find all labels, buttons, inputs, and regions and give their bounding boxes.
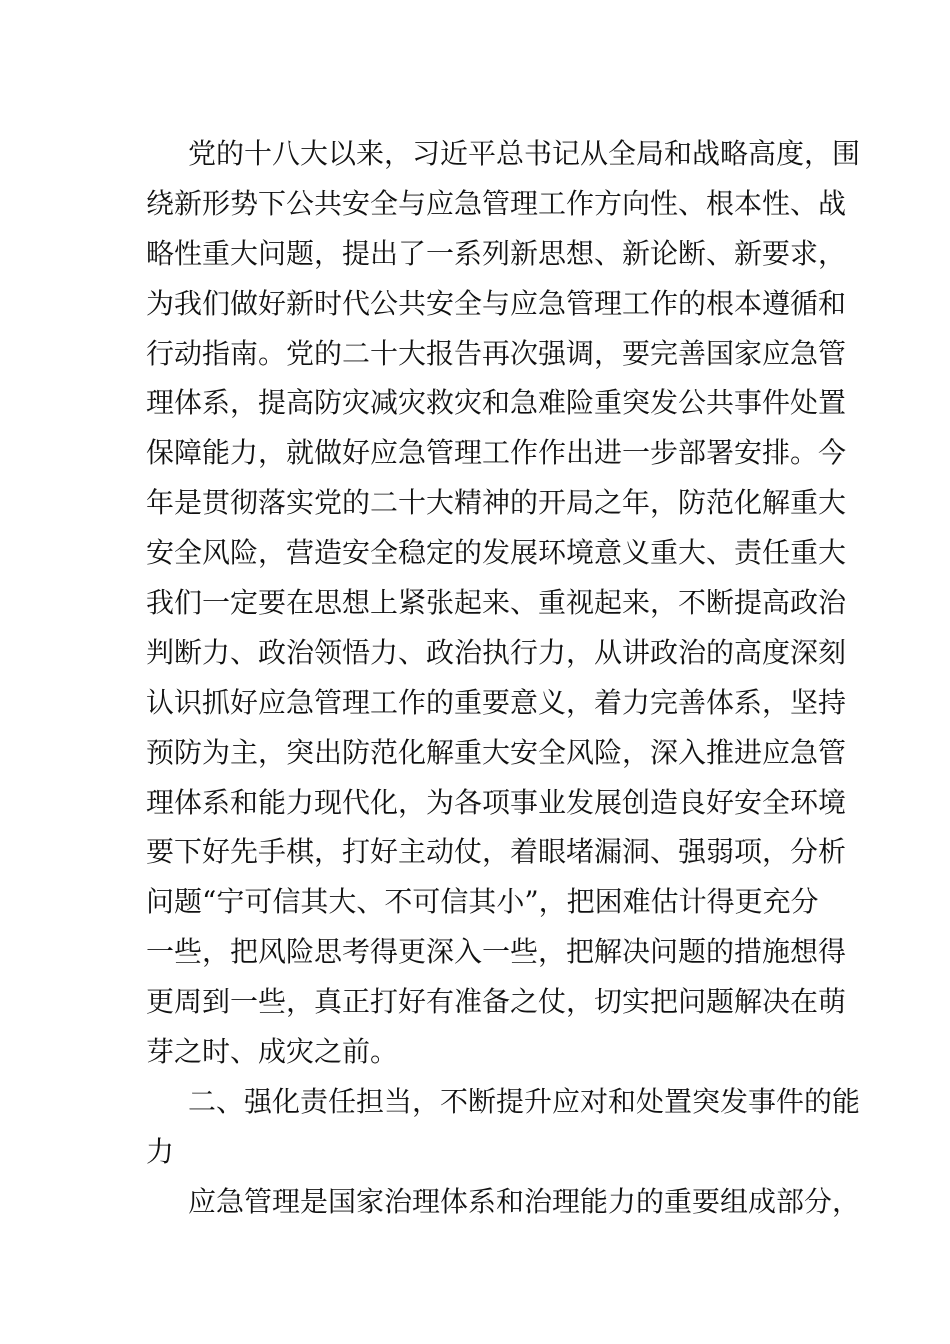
paragraph-1-line-14: 理体系和能力现代化，为各项事业发展创造良好安全环境 <box>146 785 847 819</box>
paragraph-1-line-7: 保障能力，就做好应急管理工作作出进一步部署安排。今 <box>146 436 847 470</box>
paragraph-1-line-8: 年是贯彻落实党的二十大精神的开局之年，防范化解重大 <box>146 486 847 520</box>
paragraph-1-line-3: 略性重大问题，提出了一系列新思想、新论断、新要求， <box>146 236 847 270</box>
paragraph-1-line-16: 问题“宁可信其大、不可信其小”，把困难估计得更充分 <box>146 885 819 919</box>
paragraph-1-line-12: 认识抓好应急管理工作的重要意义，着力完善体系，坚持 <box>146 685 847 719</box>
section-heading-line-2: 力 <box>146 1134 175 1168</box>
paragraph-1-line-15: 要下好先手棋，打好主动仗，着眼堵漏洞、强弱项，分析 <box>146 835 847 869</box>
body-text <box>146 129 861 1227</box>
paragraph-1-line-6: 理体系，提高防灾减灾救灾和急难险重突发公共事件处置 <box>146 386 847 420</box>
paragraph-1-line-11: 判断力、政治领悟力、政治执行力，从讲政治的高度深刻 <box>146 635 847 669</box>
paragraph-1-line-19: 芽之时、成灾之前。 <box>146 1035 399 1069</box>
paragraph-1-line-2: 绕新形势下公共安全与应急管理工作方向性、根本性、战 <box>146 186 847 220</box>
section-heading-line-1: 二、强化责任担当，不断提升应对和处置突发事件的能 <box>188 1084 861 1118</box>
paragraph-2-line-1: 应急管理是国家治理体系和治理能力的重要组成部分， <box>188 1184 861 1218</box>
paragraph-1-line-13: 预防为主，突出防范化解重大安全风险，深入推进应急管 <box>146 735 847 769</box>
paragraph-1-line-17: 一些，把风险思考得更深入一些，把解决问题的措施想得 <box>146 935 847 969</box>
paragraph-1-line-1: 党的十八大以来，习近平总书记从全局和战略高度，围 <box>188 137 861 170</box>
paragraph-1-line-18: 更周到一些，真正打好有准备之仗，切实把问题解决在萌 <box>146 985 847 1019</box>
paragraph-1-line-10: 我们一定要在思想上紧张起来、重视起来，不断提高政治 <box>146 586 847 620</box>
paragraph-1-line-4: 为我们做好新时代公共安全与应急管理工作的根本遵循和 <box>146 286 847 320</box>
paragraph-1-line-5: 行动指南。党的二十大报告再次强调，要完善国家应急管 <box>146 336 847 370</box>
paragraph-1-line-9: 安全风险，营造安全稳定的发展环境意义重大、责任重大 <box>146 536 847 570</box>
